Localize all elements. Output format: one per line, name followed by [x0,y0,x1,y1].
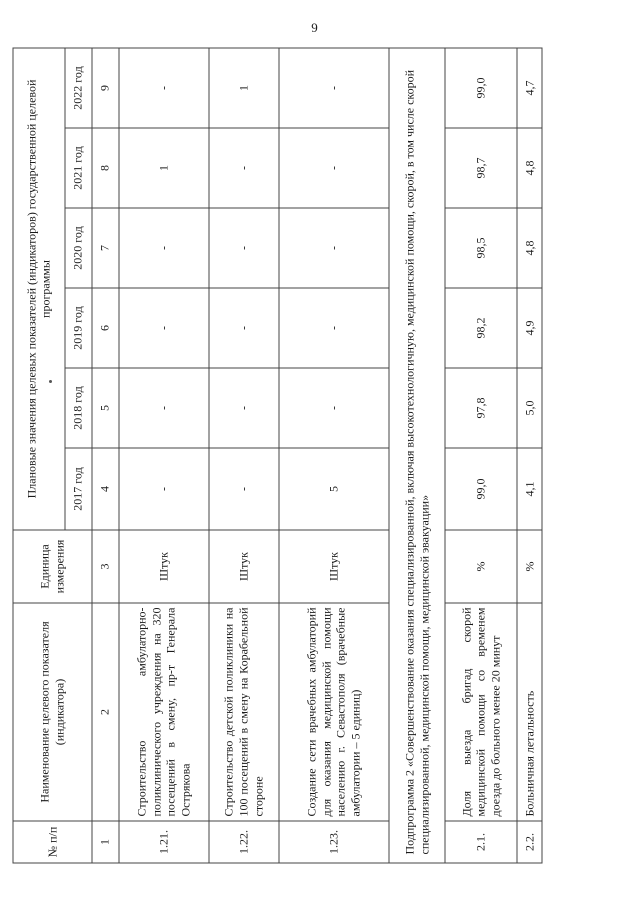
row-value: - [119,208,209,288]
row-value: 98,5 [445,208,517,288]
col-number: 5 [92,368,119,448]
col-number: 4 [92,448,119,530]
row-name: Строительство детской поликлиники на 100 посещений в смену на Корабельной стороне [209,603,279,821]
row-value: - [279,48,389,128]
row-value: 99,0 [445,448,517,530]
row-value: 4,9 [517,288,542,368]
col-number: 2 [92,603,119,821]
row-value: - [209,448,279,530]
row-unit: % [517,530,542,603]
row-value: - [209,368,279,448]
row-value: - [279,128,389,208]
row-value: - [119,48,209,128]
row-value: 99,0 [445,48,517,128]
table-row [209,48,279,863]
header-year: 2019 год [65,288,92,368]
row-value: - [209,208,279,288]
row-name: Создание сети врачебных амбулаторий для оказания медицинской помощи населению г. Севастополя (врачебные амбулатории – 5 единиц) [279,603,389,821]
row-value: 5,0 [517,368,542,448]
row-value: - [279,288,389,368]
row-unit: Штук [279,530,389,603]
row-value: 1 [119,128,209,208]
row-value: 4,7 [517,48,542,128]
col-number: 3 [92,530,119,603]
table-row [279,48,389,863]
row-name: Доля выезда бригад скорой медицинской помощи со временем доезда до больного менее 20 минут [445,603,517,821]
row-num: 1.23. [279,821,389,863]
row-value: 5 [279,448,389,530]
column-number-row [92,48,119,863]
header-year: 2017 год [65,448,92,530]
row-value: 98,7 [445,128,517,208]
row-value: 1 [209,48,279,128]
row-num: 1.21. [119,821,209,863]
row-value: 4,8 [517,208,542,288]
indicators-table [13,47,543,863]
header-year: 2022 год [65,48,92,128]
subprogram-title: Подпрограмма 2 «Совершенствование оказания специализированной, включая высокотехнологичную, медицинской помощи, скорой, в том числе скорой специализированной, медицинской помощи, медицинской эвакуации» [389,48,445,863]
header-year: 2020 год [65,208,92,288]
col-number: 8 [92,128,119,208]
page-number: 9 [311,20,318,35]
row-unit: Штук [209,530,279,603]
table-row [445,48,517,863]
row-num: 2.1. [445,821,517,863]
header-name: Наименование целевого показателя (индикатора) [13,603,92,821]
row-value: - [119,288,209,368]
header-num: № п/п [13,821,92,863]
table-row [517,48,542,863]
col-number: 6 [92,288,119,368]
row-value: - [209,288,279,368]
header-year: 2021 год [65,128,92,208]
row-name: Больничная летальность [517,603,542,821]
row-value: 4,8 [517,128,542,208]
col-number: 1 [92,821,119,863]
header-unit: Единица измерения [13,530,92,603]
row-unit: Штук [119,530,209,603]
row-value: - [209,128,279,208]
row-value: - [119,448,209,530]
col-number: 7 [92,208,119,288]
row-unit: % [445,530,517,603]
row-num: 2.2. [517,821,542,863]
header-year: 2018 год [65,368,92,448]
row-num: 1.22. [209,821,279,863]
row-value: - [279,208,389,288]
row-value: 97,8 [445,368,517,448]
col-number: 9 [92,48,119,128]
row-value: 98,2 [445,288,517,368]
header-plan: Плановые значения целевых показателей (индикаторов) государственной целевой программы [13,48,65,530]
rotated-table-region [13,49,543,864]
subprogram-row [389,48,445,863]
row-value: - [119,368,209,448]
row-name: Строительство амбулаторно-поликлинического учреждения на 320 посещений в смену, пр-т Генерала Острякова [119,603,209,821]
row-value: 4,1 [517,448,542,530]
table-row [119,48,209,863]
row-value: - [279,368,389,448]
